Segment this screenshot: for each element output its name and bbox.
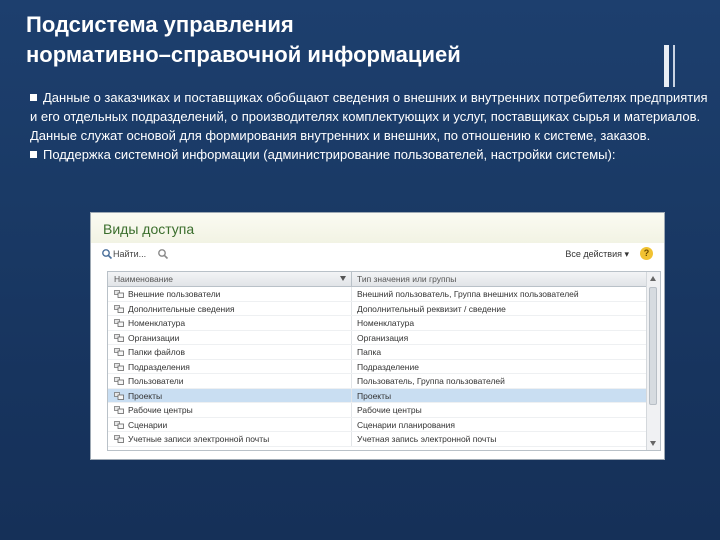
bullet-icon bbox=[30, 151, 37, 158]
cell-name: Рабочие центры bbox=[128, 405, 193, 415]
cell-type: Подразделение bbox=[357, 361, 419, 372]
cell-name: Подразделения bbox=[128, 361, 190, 372]
access-type-icon bbox=[114, 290, 124, 298]
table-row[interactable] bbox=[108, 432, 648, 447]
access-type-icon bbox=[114, 348, 124, 356]
cell-name: Внешние пользователи bbox=[128, 289, 221, 299]
access-types-window bbox=[90, 212, 665, 460]
scroll-up-icon[interactable] bbox=[650, 276, 656, 281]
table-row[interactable] bbox=[108, 403, 648, 418]
table-row[interactable] bbox=[108, 287, 648, 302]
table-row[interactable] bbox=[108, 345, 648, 360]
cell-name: Учетные записи электронной почты bbox=[128, 434, 270, 444]
column-header-name[interactable]: Наименование bbox=[114, 274, 173, 284]
bullet-paragraph-1 bbox=[30, 88, 712, 145]
access-type-icon bbox=[114, 392, 124, 400]
scroll-down-icon[interactable] bbox=[650, 441, 656, 446]
cell-type: Пользователь, Группа пользователей bbox=[357, 376, 505, 386]
slide-title bbox=[26, 10, 586, 70]
bullet-icon bbox=[30, 94, 37, 101]
access-type-icon bbox=[114, 319, 124, 327]
cell-type: Папка bbox=[357, 347, 382, 357]
access-type-icon bbox=[114, 363, 124, 371]
table-row[interactable] bbox=[108, 389, 648, 404]
window-title: Виды доступа bbox=[103, 221, 195, 237]
cell-name: Папки файлов bbox=[128, 347, 186, 357]
access-type-icon bbox=[114, 334, 124, 342]
slide-title-line1: Подсистема управления bbox=[26, 12, 294, 37]
cell-type: Проекты bbox=[357, 390, 392, 401]
cell-type: Внешний пользователь, Группа внешних пользователей bbox=[357, 289, 579, 299]
column-header-type[interactable]: Тип значения или группы bbox=[357, 274, 457, 284]
cell-type: Учетная запись электронной почты bbox=[357, 434, 497, 444]
scroll-thumb[interactable] bbox=[649, 287, 657, 405]
access-type-icon bbox=[114, 305, 124, 313]
paragraph-text: Поддержка системной информации (администрирование пользователей, настройки системы): bbox=[43, 147, 616, 162]
cell-type: Организация bbox=[357, 332, 409, 343]
slide-body bbox=[30, 88, 712, 164]
access-type-icon bbox=[114, 406, 124, 414]
table-row[interactable] bbox=[108, 374, 648, 389]
table-row[interactable] bbox=[108, 316, 648, 331]
cell-name: Дополнительные сведения bbox=[128, 303, 235, 314]
slide-title-line2: нормативно–справочной информацией bbox=[26, 42, 461, 67]
table-body bbox=[108, 287, 648, 447]
table-row[interactable] bbox=[108, 302, 648, 317]
cell-type: Сценарии планирования bbox=[357, 419, 456, 430]
access-type-icon bbox=[114, 421, 124, 429]
sort-desc-icon bbox=[340, 276, 346, 281]
paragraph-text: Данные о заказчиках и поставщиках обобщают сведения о внешних и внутренних потребителях предприятия и его отдельных подразделений, о производителях комплектующих и услуг, поставщиках сырья и материалов. Данные служат основой для формирования внутренних и внешних, по отношению к системе, заказов. bbox=[30, 90, 708, 143]
table-header bbox=[108, 272, 648, 287]
cell-name: Организации bbox=[128, 332, 180, 343]
cancel-search-icon[interactable] bbox=[157, 248, 169, 260]
find-button[interactable]: Найти... bbox=[113, 249, 147, 259]
table-row[interactable] bbox=[108, 331, 648, 346]
cell-type: Рабочие центры bbox=[357, 405, 422, 415]
table-row[interactable] bbox=[108, 418, 648, 433]
cell-name: Пользователи bbox=[128, 376, 184, 386]
cell-name: Проекты bbox=[128, 390, 163, 401]
cell-name: Сценарии bbox=[128, 419, 168, 430]
window-header bbox=[91, 213, 664, 243]
access-type-icon bbox=[114, 377, 124, 385]
search-icon[interactable] bbox=[101, 248, 113, 260]
all-actions-menu[interactable]: Все действия ▾ bbox=[565, 249, 629, 259]
toolbar bbox=[99, 247, 657, 265]
cell-name: Номенклатура bbox=[128, 318, 186, 328]
cell-type: Номенклатура bbox=[357, 318, 415, 328]
access-type-icon bbox=[114, 435, 124, 443]
bullet-paragraph-2 bbox=[30, 145, 712, 164]
vertical-scrollbar[interactable] bbox=[646, 272, 660, 450]
table-row[interactable] bbox=[108, 360, 648, 375]
access-types-table bbox=[107, 271, 661, 451]
cell-type: Дополнительный реквизит / сведение bbox=[357, 303, 506, 314]
help-icon[interactable]: ? bbox=[640, 247, 653, 260]
